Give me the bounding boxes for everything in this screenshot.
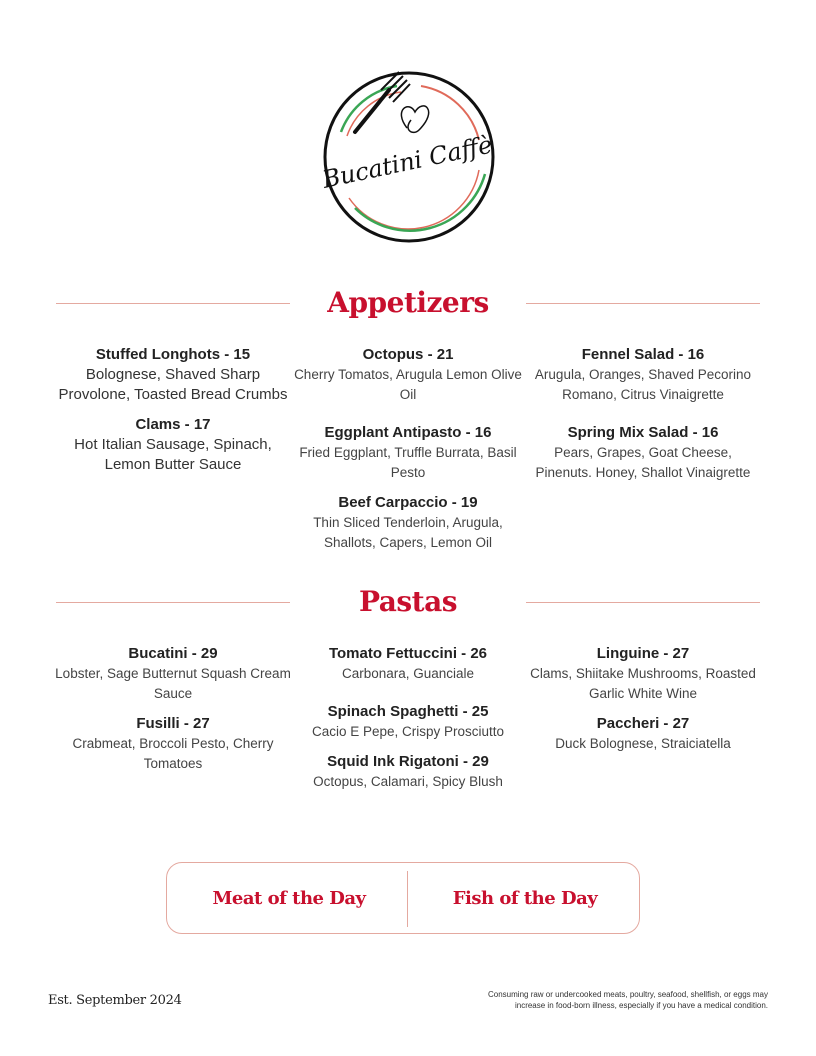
- item-description: Pears, Grapes, Goat Cheese, Pinenuts. Honey, Shallot Vinaigrette: [535, 445, 751, 480]
- logo-wordmark: Bucatini Caffè: [319, 130, 495, 194]
- item-name: Linguine - 27: [596, 645, 690, 662]
- item-description: Crabmeat, Broccoli Pesto, Cherry Tomatoes: [72, 736, 274, 771]
- menu-item: [290, 752, 526, 792]
- disclaimer-line: increase in food-born illness, especially if you have a medical condition.: [514, 1001, 768, 1010]
- meat-of-the-day: Meat of the Day: [212, 888, 366, 909]
- item-name: Clams - 17: [135, 416, 211, 433]
- appetizers-column-2: [290, 345, 526, 563]
- item-description: Hot Italian Sausage, Spinach, Lemon Butter Sauce: [74, 436, 272, 473]
- item-description: Fried Eggplant, Truffle Burrata, Basil Pesto: [299, 445, 517, 480]
- appetizers-header: [56, 283, 760, 323]
- pastas-title: Pastas: [358, 585, 458, 618]
- item-description: Carbonara, Guanciale: [341, 666, 475, 681]
- pastas-column-3: [525, 644, 761, 764]
- item-name: Tomato Fettuccini - 26: [328, 645, 488, 662]
- item-name: Fusilli - 27: [136, 715, 210, 732]
- item-name: Eggplant Antipasto - 16: [324, 424, 492, 441]
- item-name: Spinach Spaghetti - 25: [327, 703, 489, 720]
- menu-item: [525, 345, 761, 405]
- item-description: Lobster, Sage Butternut Squash Cream Sauce: [55, 666, 291, 701]
- item-name: Bucatini - 29: [128, 645, 218, 662]
- item-description: Octopus, Calamari, Spicy Blush: [313, 774, 503, 789]
- menu-item: [55, 714, 291, 774]
- item-description: Bolognese, Shaved Sharp Provolone, Toasted Bread Crumbs: [58, 366, 288, 403]
- item-description: Thin Sliced Tenderloin, Arugula, Shallots, Capers, Lemon Oil: [313, 515, 503, 550]
- appetizers-column-3: [525, 345, 761, 493]
- pastas-header: [56, 582, 760, 622]
- item-name: Paccheri - 27: [596, 715, 690, 732]
- heart-icon: [401, 106, 428, 132]
- menu-item: [290, 493, 526, 553]
- item-name: Spring Mix Salad - 16: [567, 424, 719, 441]
- menu-item: [525, 423, 761, 483]
- item-name: Squid Ink Rigatoni - 29: [327, 753, 489, 770]
- specials-box: [166, 862, 640, 934]
- appetizers-column-1: [55, 345, 291, 485]
- item-description: Duck Bolognese, Straiciatella: [555, 736, 731, 751]
- menu-item: [290, 702, 526, 742]
- established-date: Est. September 2024: [48, 993, 182, 1008]
- item-description: Arugula, Oranges, Shaved Pecorino Romano, Citrus Vinaigrette: [534, 367, 752, 402]
- divider-rule: [526, 602, 760, 603]
- menu-item: [55, 415, 291, 475]
- item-description: Cherry Tomatos, Arugula Lemon Olive Oil: [294, 367, 522, 402]
- appetizers-title: Appetizers: [327, 286, 489, 319]
- menu-item: [55, 644, 291, 704]
- menu-item: [525, 714, 761, 754]
- item-description: Clams, Shiitake Mushrooms, Roasted Garlic White Wine: [530, 666, 756, 701]
- disclaimer-line: Consuming raw or undercooked meats, poultry, seafood, shellfish, or eggs may: [488, 990, 768, 999]
- item-name: Fennel Salad - 16: [581, 346, 705, 363]
- menu-item: [290, 644, 526, 684]
- pastas-column-2: [290, 644, 526, 802]
- fish-of-the-day: Fish of the Day: [452, 888, 598, 909]
- menu-item: [55, 345, 291, 405]
- menu-item: [290, 423, 526, 483]
- menu-item: [290, 345, 526, 405]
- item-description: Cacio E Pepe, Crispy Prosciutto: [311, 724, 505, 739]
- menu-item: [525, 644, 761, 704]
- bucatini-caffe-logo: [309, 70, 509, 245]
- item-name: Stuffed Longhots - 15: [95, 346, 251, 363]
- pastas-column-1: [55, 644, 291, 784]
- item-name: Beef Carpaccio - 19: [338, 494, 478, 511]
- divider-rule: [526, 303, 760, 304]
- item-name: Octopus - 21: [362, 346, 454, 363]
- food-safety-disclaimer: [408, 989, 768, 1011]
